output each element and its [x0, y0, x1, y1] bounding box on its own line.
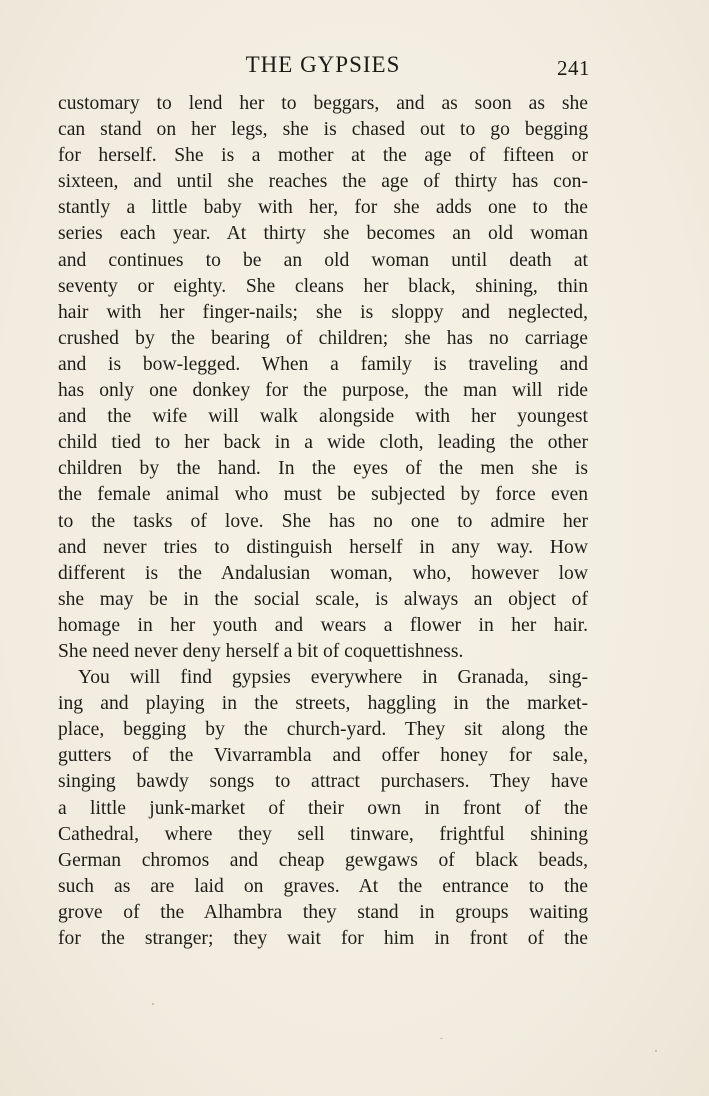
chapter-title: THE GYPSIES	[245, 52, 401, 77]
text-line: and never tries to distinguish herself in any way. How	[58, 536, 588, 558]
text-line: and the wife will walk alongside with her youngest	[58, 406, 588, 428]
text-line: You will find gypsies everywhere in Granada, sing-	[78, 667, 588, 689]
body-text	[58, 91, 588, 952]
text-line: and continues to be an old woman until death at	[58, 249, 588, 271]
text-line: Cathedral, where they sell tinware, frightful shining	[58, 823, 588, 845]
text-line: customary to lend her to beggars, and as soon as she	[58, 93, 588, 114]
text-line: to the tasks of love. She has no one to admire her	[58, 510, 588, 532]
text-line: has only one donkey for the purpose, the man will ride	[58, 380, 588, 402]
page-number: 241	[557, 56, 590, 80]
text-line: children by the hand. In the eyes of the men she is	[58, 458, 588, 480]
text-line: crushed by the bearing of children; she has no carriage	[58, 327, 588, 349]
text-line: hair with her finger-nails; she is sloppy and neglected,	[58, 301, 588, 323]
text-line: gutters of the Vivarrambla and offer honey for sale,	[58, 745, 588, 767]
text-line: the female animal who must be subjected by force even	[58, 484, 588, 506]
paper-speck	[152, 1003, 154, 1005]
text-line: She need never deny herself a bit of coquettishness.	[58, 640, 464, 662]
text-line: a little junk-market of their own in front of the	[58, 797, 588, 819]
paper-speck	[440, 1038, 443, 1039]
text-line: for the stranger; they wait for him in front of the	[58, 928, 588, 949]
text-line: different is the Andalusian woman, who, however low	[58, 562, 588, 584]
text-line: she may be in the social scale, is always an object of	[58, 588, 588, 610]
text-line: for herself. She is a mother at the age of fifteen or	[58, 145, 588, 167]
text-line: singing bawdy songs to attract purchasers. They have	[58, 771, 588, 793]
text-line: stantly a little baby with her, for she adds one to the	[58, 197, 588, 219]
text-line: and is bow-legged. When a family is traveling and	[58, 353, 588, 375]
text-line: child tied to her back in a wide cloth, leading the other	[58, 432, 588, 454]
text-line: sixteen, and until she reaches the age of thirty has con-	[58, 171, 588, 193]
paper-speck	[655, 1050, 657, 1052]
text-line: grove of the Alhambra they stand in groups waiting	[58, 901, 588, 923]
text-line: homage in her youth and wears a flower in her hair.	[58, 614, 588, 636]
text-line: ing and playing in the streets, haggling in the market-	[58, 693, 588, 715]
text-line: seventy or eighty. She cleans her black, shining, thin	[58, 275, 588, 297]
text-line: can stand on her legs, she is chased out to go begging	[58, 119, 588, 141]
text-line: place, begging by the church-yard. They sit along the	[58, 719, 588, 741]
running-head	[58, 52, 588, 84]
text-line: German chromos and cheap gewgaws of black beads,	[58, 849, 588, 871]
text-line: series each year. At thirty she becomes an old woman	[58, 223, 588, 245]
text-line: such as are laid on graves. At the entrance to the	[58, 875, 588, 897]
